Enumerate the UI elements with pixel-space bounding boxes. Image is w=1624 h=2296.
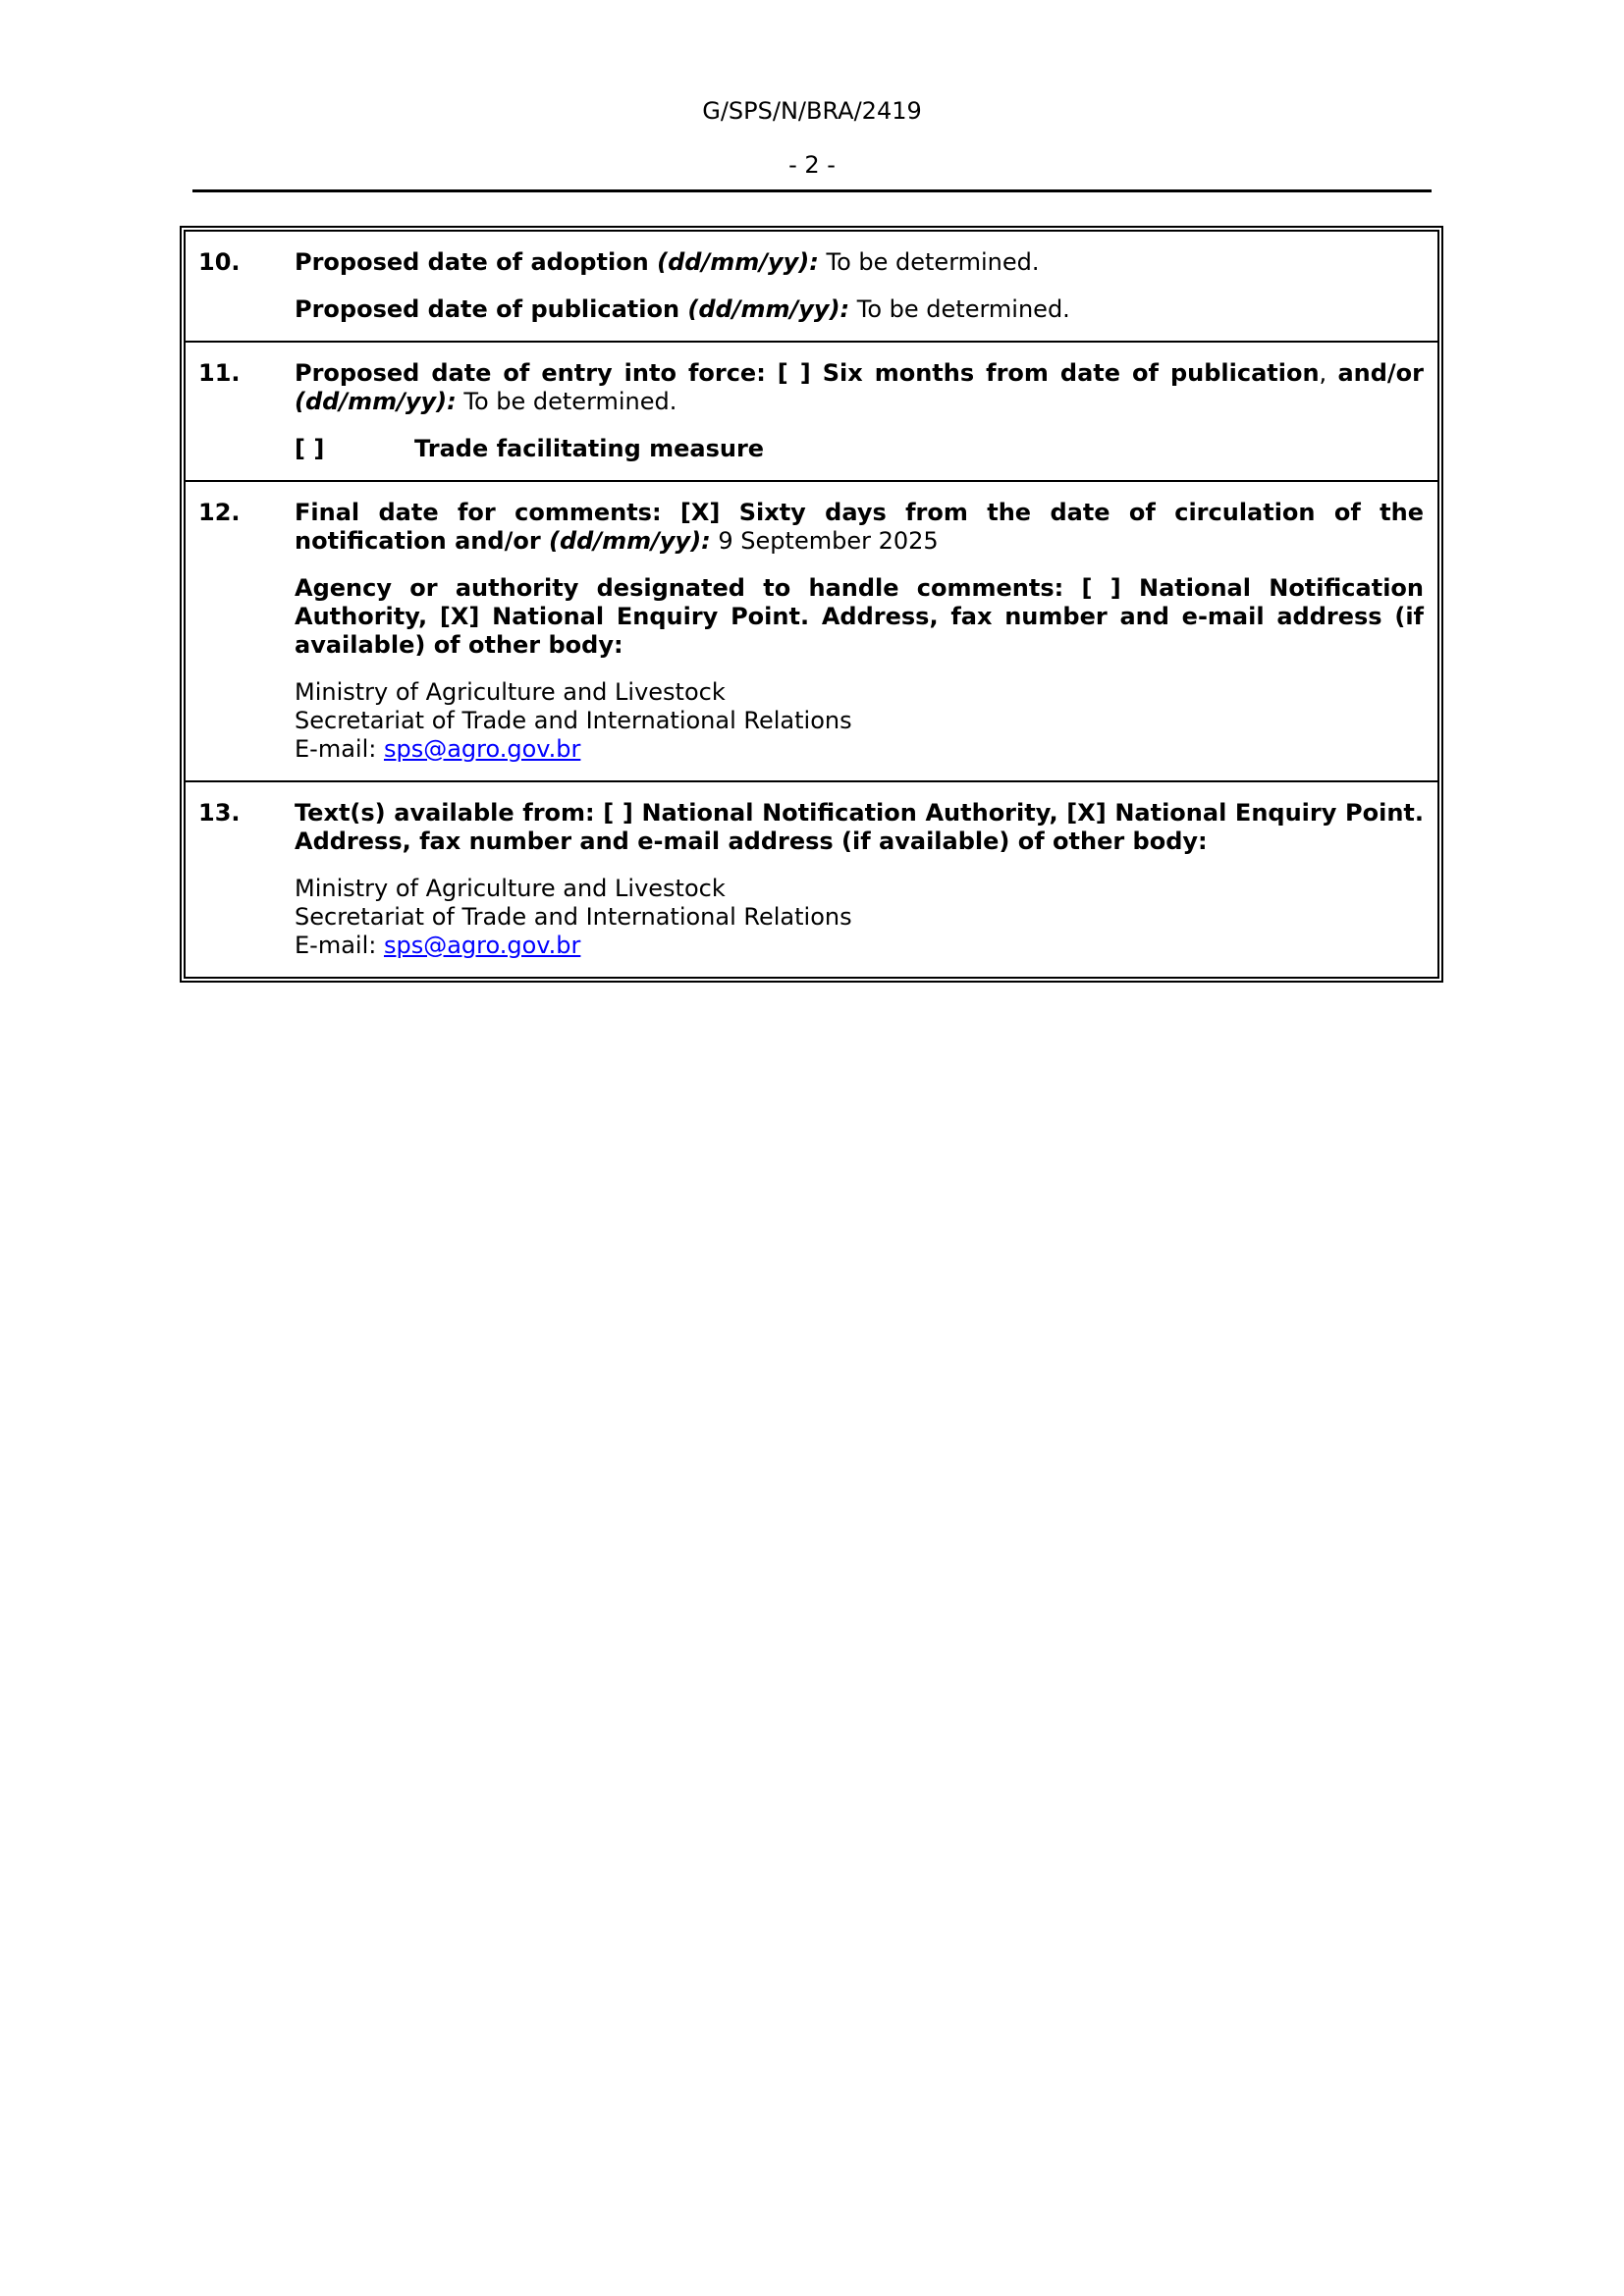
page-number: - 2 - xyxy=(788,151,836,179)
text-run: Trade facilitating measure xyxy=(414,435,765,462)
row-content xyxy=(295,248,1424,324)
row-number: 13. xyxy=(198,799,241,827)
text-run: Ministry of Agriculture and Livestock xyxy=(295,678,726,706)
text-run: Proposed date of publication xyxy=(295,295,688,323)
text-run: 9 September 2025 xyxy=(710,527,939,555)
text-run: E-mail: xyxy=(295,735,384,763)
text-run: Agency or authority designated to handle comments: [ ] National Notification Authority, [X] National Enquiry Point. Address, fax number and e-mail address (if available) of other body: xyxy=(295,574,1424,659)
row-content xyxy=(295,799,1424,960)
text-run: Proposed date of entry into force: [ ] Six months from date of publication xyxy=(295,359,1320,387)
paragraph xyxy=(295,499,1424,556)
text-run: Secretariat of Trade and International Relations xyxy=(295,903,852,931)
row-number: 12. xyxy=(198,499,241,526)
table-row xyxy=(186,232,1437,341)
text-run: Text(s) available from: [ ] National Notification Authority, [X] National Enquiry Point. Address, fax number and e-mail address (if available) of other body: xyxy=(295,799,1424,855)
text-run: Proposed date of adoption xyxy=(295,248,658,276)
table-row xyxy=(186,480,1437,780)
table-row xyxy=(186,780,1437,977)
paragraph xyxy=(295,799,1424,856)
header-rule xyxy=(192,189,1432,192)
row-number: 11. xyxy=(198,359,241,387)
email-link[interactable]: sps@agro.gov.br xyxy=(383,932,581,959)
text-run: To be determined. xyxy=(849,295,1070,323)
text-run: Final date for comments: [X] Sixty days from the date of circulation of the notification and/or xyxy=(295,499,1424,555)
text-run: , xyxy=(1319,359,1338,387)
paragraph xyxy=(295,574,1424,660)
document-symbol: G/SPS/N/BRA/2419 xyxy=(702,97,922,125)
row-number: 10. xyxy=(198,248,241,276)
text-run: To be determined. xyxy=(818,248,1040,276)
email-link[interactable]: sps@agro.gov.br xyxy=(383,735,581,763)
paragraph xyxy=(295,435,1424,463)
text-run: [ ] xyxy=(295,435,325,462)
text-run: Secretariat of Trade and International Relations xyxy=(295,707,852,734)
row-content xyxy=(295,499,1424,764)
page-header xyxy=(0,0,1624,180)
row-content xyxy=(295,359,1424,463)
paragraph xyxy=(295,248,1424,277)
text-run: (dd/mm/yy): xyxy=(295,388,457,415)
text-run: To be determined. xyxy=(456,388,677,415)
notification-table xyxy=(180,226,1443,983)
text-run: E-mail: xyxy=(295,932,384,959)
table-row xyxy=(186,341,1437,480)
text-run: and/or xyxy=(1337,359,1425,387)
paragraph xyxy=(295,295,1424,324)
text-run: (dd/mm/yy): xyxy=(549,527,711,555)
paragraph xyxy=(295,678,1424,764)
paragraph xyxy=(295,875,1424,960)
text-run: Ministry of Agriculture and Livestock xyxy=(295,875,726,902)
text-run: (dd/mm/yy): xyxy=(687,295,850,323)
text-run: (dd/mm/yy): xyxy=(657,248,819,276)
paragraph xyxy=(295,359,1424,416)
